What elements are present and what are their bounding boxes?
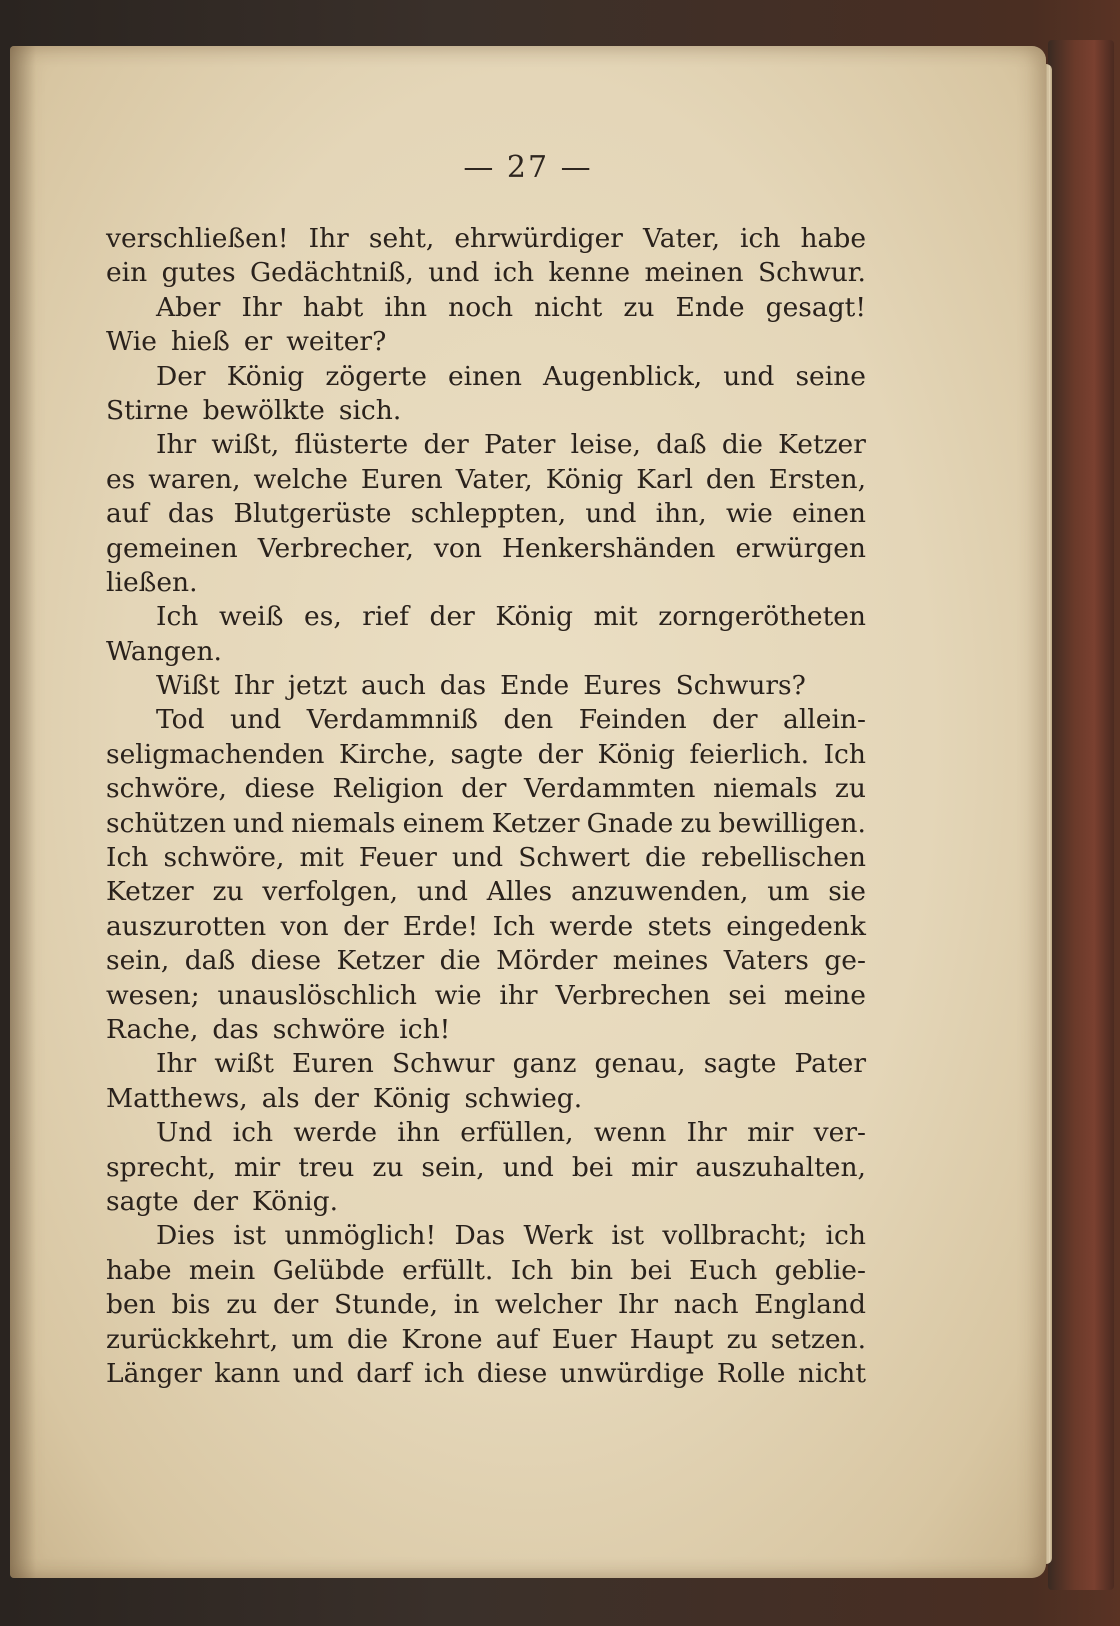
word: diese <box>250 945 321 977</box>
word: und <box>452 842 504 874</box>
word: kann <box>214 1357 281 1389</box>
word: Pater <box>483 429 556 461</box>
word: ich <box>825 1220 866 1252</box>
word: niemals <box>713 773 818 805</box>
word: wie <box>725 498 773 530</box>
word: bin <box>570 1254 614 1286</box>
text-line <box>106 566 866 600</box>
word: Vaters <box>723 945 809 977</box>
word: König <box>597 738 675 770</box>
word: seht, <box>368 223 435 254</box>
word: ihn, <box>655 498 707 530</box>
word: habe <box>800 223 866 254</box>
word: ihn <box>384 291 428 323</box>
page-number: — 27 — <box>463 150 593 185</box>
word: Ihr <box>241 291 282 323</box>
word: Vater, <box>455 463 533 495</box>
word: Tod <box>156 704 205 736</box>
word: ich <box>232 1117 274 1149</box>
word: einen <box>792 498 866 530</box>
word: Gnade <box>586 807 674 839</box>
word: in <box>453 1289 480 1321</box>
word: wißt <box>214 1048 274 1080</box>
word: Verbrecher, <box>257 532 414 564</box>
word: habt <box>302 291 364 323</box>
word: sein, <box>106 945 170 977</box>
word: treu <box>298 1151 355 1183</box>
word: ganz <box>512 1048 577 1080</box>
word: auszurotten <box>106 910 267 942</box>
word: bis <box>171 1289 211 1321</box>
word: hieß <box>170 326 230 358</box>
book-cover-edge <box>1048 40 1114 1590</box>
word: ich <box>424 1357 465 1389</box>
word: unauslöschlich <box>217 979 417 1011</box>
word: genau, <box>594 1048 686 1080</box>
word: sprecht, <box>106 1151 216 1183</box>
word: wie <box>434 979 482 1011</box>
text-line <box>106 703 866 737</box>
word: den <box>705 463 756 495</box>
word: Rache, <box>106 1013 199 1045</box>
word: noch <box>448 291 514 323</box>
text-line <box>106 222 866 256</box>
word: rebellischen <box>701 842 866 874</box>
text-line <box>106 979 866 1013</box>
text-line <box>106 669 866 703</box>
word: der <box>461 773 507 805</box>
text-line <box>106 256 866 290</box>
word: und <box>230 704 282 736</box>
word: mit <box>299 842 344 874</box>
word: Blutgerüste <box>233 498 392 530</box>
word: erfüllen, <box>460 1117 574 1149</box>
word: es, <box>304 601 342 633</box>
word: Ich <box>510 1254 554 1286</box>
word: gutes <box>161 257 236 289</box>
word: werde <box>293 1117 378 1149</box>
word: Ketzer <box>491 807 580 839</box>
word: Euren <box>292 1048 374 1080</box>
word: schwöre <box>272 1013 386 1045</box>
word: Erde! <box>402 910 479 942</box>
word: nicht <box>797 1357 866 1389</box>
text-line <box>106 1357 866 1391</box>
text-line <box>106 944 866 978</box>
word: Feuer <box>358 842 437 874</box>
word: Ich <box>823 738 866 770</box>
word: Aber <box>156 291 221 323</box>
word: und <box>723 360 775 392</box>
word: schützen <box>106 807 226 839</box>
word: Werk <box>523 1220 593 1252</box>
word: Ihr <box>233 670 274 702</box>
word: ihr <box>499 979 538 1011</box>
word: den <box>503 704 554 736</box>
word: Dies <box>156 1220 216 1252</box>
word: Wie <box>106 326 157 358</box>
word: schwöre, <box>163 842 285 874</box>
word: Kirche, <box>338 738 436 770</box>
word: meinen <box>644 257 744 289</box>
word: Ketzer <box>336 945 425 977</box>
word: die <box>439 945 481 977</box>
word: gemeinen <box>106 532 238 564</box>
word: ließen. <box>106 566 198 598</box>
word: Ihr <box>308 223 349 254</box>
text-line <box>106 1082 866 1116</box>
word: unwürdige <box>559 1357 705 1389</box>
word: wesen; <box>106 979 200 1011</box>
word: Verdammniß <box>306 704 479 736</box>
word: ist <box>611 1220 645 1252</box>
word: Ihr <box>156 429 197 461</box>
word: einem <box>402 807 485 839</box>
word: Stunde, <box>334 1289 439 1321</box>
word: sei <box>728 979 767 1011</box>
word: darf <box>356 1357 412 1389</box>
word: unmöglich! <box>284 1220 437 1252</box>
word: ich <box>740 223 781 254</box>
text-line <box>106 1047 866 1081</box>
word: König. <box>252 1185 339 1217</box>
word: König <box>226 360 305 392</box>
word: erfüllt. <box>402 1254 494 1286</box>
word: rief <box>362 601 409 633</box>
word: der <box>272 1289 319 1321</box>
word: sich. <box>338 394 402 426</box>
word: Ich <box>106 842 149 874</box>
word: daß <box>656 429 707 461</box>
word: ge- <box>824 945 866 977</box>
word: auf <box>495 1323 539 1355</box>
text-line <box>106 1254 866 1288</box>
word: König <box>372 1082 451 1114</box>
word: Ende <box>675 291 745 323</box>
word: und <box>585 498 637 530</box>
word: diese <box>244 773 315 805</box>
word: als <box>261 1082 300 1114</box>
word: Verdammten <box>524 773 696 805</box>
text-line <box>106 910 866 944</box>
word: werde <box>549 910 634 942</box>
word: verschließen! <box>106 223 289 254</box>
word: niemals <box>291 807 396 839</box>
word: das <box>212 1013 259 1045</box>
word: zurückkehrt, <box>106 1323 279 1355</box>
word: meine <box>783 979 866 1011</box>
word: bei <box>571 1151 613 1183</box>
word: wenn <box>593 1117 667 1149</box>
word: Pater <box>794 1048 866 1080</box>
word: Schwur. <box>757 257 866 289</box>
word: zu <box>226 1289 258 1321</box>
word: Gedächtniß, <box>249 257 414 289</box>
word: auch <box>360 670 426 702</box>
word: zu <box>623 291 655 323</box>
word: welcher <box>495 1289 603 1321</box>
text-line <box>106 635 866 669</box>
word: diese <box>476 1357 548 1389</box>
word: und <box>428 257 480 289</box>
word: bewölkte <box>202 394 325 426</box>
word: von <box>280 910 329 942</box>
word: Matthews, <box>106 1082 248 1114</box>
word: ich <box>493 257 535 289</box>
word: auf <box>106 498 149 530</box>
word: Karl <box>636 463 693 495</box>
word: von <box>433 532 482 564</box>
text-line <box>106 394 866 428</box>
text-line <box>106 532 866 566</box>
word: Verbrechen <box>555 979 711 1011</box>
text-line <box>106 428 866 462</box>
word: weiß <box>218 601 284 633</box>
word: Ketzer <box>106 876 194 908</box>
word: der <box>192 1185 239 1217</box>
word: Ihr <box>617 1289 659 1321</box>
word: welche <box>253 463 348 495</box>
word: verfolgen, <box>262 876 399 908</box>
word: weiter? <box>286 326 387 358</box>
word: Euch <box>689 1254 758 1286</box>
word: ver- <box>813 1117 866 1149</box>
word: zu <box>834 773 866 805</box>
word: Gelübde <box>272 1254 385 1286</box>
word: bewilligen. <box>718 807 866 839</box>
word: flüsterte <box>294 429 409 461</box>
word: Feinden <box>578 704 687 736</box>
word: allein- <box>783 704 866 736</box>
word: Augenblick, <box>543 360 703 392</box>
text-line <box>106 600 866 634</box>
word: Euer <box>551 1323 617 1355</box>
word: Und <box>156 1117 213 1149</box>
word: das <box>167 498 215 530</box>
word: sagte <box>106 1185 179 1217</box>
word: stets <box>647 910 712 942</box>
word: England <box>754 1289 866 1321</box>
text-line <box>106 1288 866 1322</box>
word: waren, <box>148 463 241 495</box>
word: Wangen. <box>106 635 222 667</box>
word: Rolle <box>716 1357 786 1389</box>
word: mir <box>747 1117 794 1149</box>
word: feierlich. <box>689 738 810 770</box>
text-line <box>106 360 866 394</box>
word: bei <box>630 1254 672 1286</box>
word: zu <box>212 876 244 908</box>
word: anzuwenden, <box>570 876 749 908</box>
body-text <box>106 222 866 1391</box>
word: der <box>423 429 469 461</box>
word: Ich <box>156 601 199 633</box>
word: das <box>439 670 487 702</box>
word: mir <box>631 1151 678 1183</box>
word: nach <box>673 1289 739 1321</box>
word: Alles <box>486 876 553 908</box>
text-line <box>106 1219 866 1253</box>
word: er <box>243 326 273 358</box>
word: geblie- <box>774 1254 866 1286</box>
word: eingedenk <box>726 910 866 942</box>
word: Schwert <box>518 842 630 874</box>
word: sein, <box>421 1151 485 1183</box>
text-line <box>106 772 866 806</box>
word: mir <box>233 1151 281 1183</box>
word: auszuhalten, <box>695 1151 866 1183</box>
word: Krone <box>401 1323 483 1355</box>
word: daß <box>184 945 236 977</box>
word: die <box>346 1323 389 1355</box>
word: sie <box>828 876 866 908</box>
word: ist <box>233 1220 267 1252</box>
text-line <box>106 1116 866 1150</box>
word: der <box>313 1082 359 1114</box>
word: Ersten, <box>768 463 866 495</box>
word: und <box>502 1151 554 1183</box>
text-line <box>106 875 866 909</box>
text-line <box>106 1323 866 1357</box>
word: habe <box>106 1254 172 1286</box>
word: seine <box>795 360 866 392</box>
word: die <box>645 842 687 874</box>
word: kenne <box>548 257 631 289</box>
word: zorngerötheten <box>658 601 866 633</box>
word: Ihr <box>156 1048 197 1080</box>
word: sagte <box>703 1048 777 1080</box>
word: Schwur <box>391 1048 495 1080</box>
text-line <box>106 291 866 325</box>
word: der <box>429 601 475 633</box>
text-line <box>106 1013 866 1047</box>
word: leise, <box>570 429 641 461</box>
word: Vater, <box>642 223 720 254</box>
word: mit <box>593 601 638 633</box>
word: zu <box>726 1323 758 1355</box>
word: es <box>106 463 136 495</box>
word: zögerte <box>325 360 427 392</box>
word: Religion <box>332 773 444 805</box>
text-line <box>106 807 866 841</box>
word: Ende <box>500 670 570 702</box>
text-line <box>106 841 866 875</box>
text-line <box>106 463 866 497</box>
word: Schwurs? <box>675 670 806 702</box>
word: sagte <box>450 738 524 770</box>
book-page <box>10 46 1046 1578</box>
word: Henkershänden <box>501 532 716 564</box>
word: wißt, <box>211 429 280 461</box>
text-line <box>106 497 866 531</box>
word: Ketzer <box>778 429 866 461</box>
text-line <box>106 1185 866 1219</box>
word: der <box>712 704 758 736</box>
word: Der <box>156 360 206 392</box>
word: seligmachenden <box>106 738 325 770</box>
word: König <box>495 601 573 633</box>
word: jetzt <box>287 670 347 702</box>
word: Euren <box>360 463 443 495</box>
text-line <box>106 1151 866 1185</box>
word: schwöre, <box>106 773 227 805</box>
page-gutter <box>10 46 36 1578</box>
word: Ich <box>492 910 536 942</box>
text-line <box>106 738 866 772</box>
word: gesagt! <box>765 291 866 323</box>
word: Wißt <box>156 670 220 702</box>
word: schwieg. <box>464 1082 583 1114</box>
word: Haupt <box>629 1323 714 1355</box>
word: und <box>292 1357 344 1389</box>
word: zu <box>372 1151 404 1183</box>
word: einen <box>447 360 522 392</box>
word: setzen. <box>770 1323 866 1355</box>
word: ben <box>106 1289 156 1321</box>
word: vollbracht; <box>662 1220 808 1252</box>
word: meines <box>612 945 709 977</box>
word: und <box>233 807 285 839</box>
word: die <box>721 429 763 461</box>
word: ein <box>106 257 148 289</box>
word: mein <box>188 1254 256 1286</box>
word: Länger <box>106 1357 202 1389</box>
word: Das <box>454 1220 506 1252</box>
word: Ihr <box>686 1117 727 1149</box>
text-line <box>106 325 866 359</box>
word: ehrwürdiger <box>454 223 623 254</box>
word: um <box>291 1323 334 1355</box>
word: und <box>416 876 468 908</box>
word: Mörder <box>496 945 598 977</box>
word: Stirne <box>106 394 189 426</box>
word: ihn <box>397 1117 440 1149</box>
word: erwürgen <box>735 532 866 564</box>
word: König <box>545 463 624 495</box>
word: der <box>343 910 389 942</box>
word: der <box>537 738 583 770</box>
word: zu <box>680 807 712 839</box>
word: ich! <box>399 1013 451 1045</box>
word: nicht <box>534 291 603 323</box>
word: Eures <box>583 670 662 702</box>
word: schleppten, <box>410 498 567 530</box>
word: um <box>767 876 810 908</box>
